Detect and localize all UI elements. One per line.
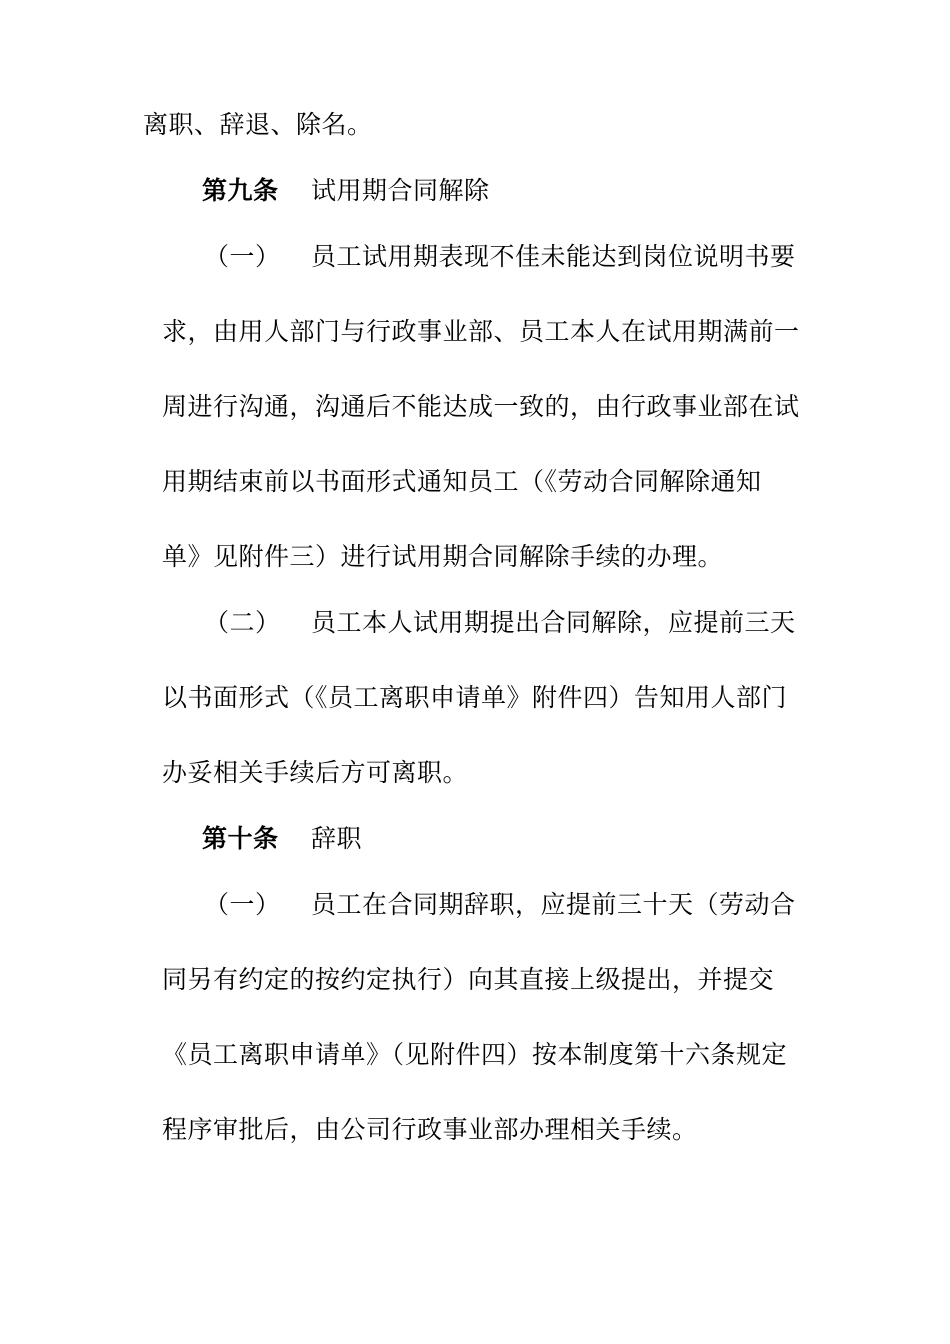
clause-number: （一） <box>204 890 281 919</box>
paragraph-line: 员工在合同期辞职，应提前三十天（劳动合 <box>311 890 796 919</box>
paragraph-line: 单》见附件三）进行试用期合同解除手续的办理。 <box>162 542 724 571</box>
paragraph-line: 离职、辞退、除名。 <box>143 110 373 139</box>
paragraph-line: 用期结束前以书面形式通知员工（《劳动合同解除通知 <box>162 467 762 496</box>
clause-number: （一） <box>204 242 281 271</box>
paragraph-line: 办妥相关手续后方可离职。 <box>162 758 469 787</box>
paragraph-line: 求，由用人部门与行政事业部、员工本人在试用期满前一 <box>162 317 800 346</box>
paragraph-line: 以书面形式（《员工离职申请单》附件四）告知用人部门 <box>162 683 788 712</box>
paragraph-line: 同另有约定的按约定执行）向其直接上级提出，并提交 <box>162 965 775 994</box>
paragraph-line: 《员工离职申请单》（见附件四）按本制度第十六条规定 <box>162 1040 788 1069</box>
article-title: 试用期合同解除 <box>311 176 490 205</box>
article-title: 辞职 <box>311 824 363 853</box>
paragraph-line: 员工本人试用期提出合同解除，应提前三天 <box>311 608 796 637</box>
article-heading: 第十条 <box>202 824 279 853</box>
paragraph-line: 员工试用期表现不佳未能达到岗位说明书要 <box>311 242 796 271</box>
paragraph-line: 程序审批后，由公司行政事业部办理相关手续。 <box>162 1115 698 1144</box>
paragraph-line: 周进行沟通，沟通后不能达成一致的，由行政事业部在试 <box>162 392 800 421</box>
clause-number: （二） <box>204 608 281 637</box>
article-heading: 第九条 <box>202 176 279 205</box>
